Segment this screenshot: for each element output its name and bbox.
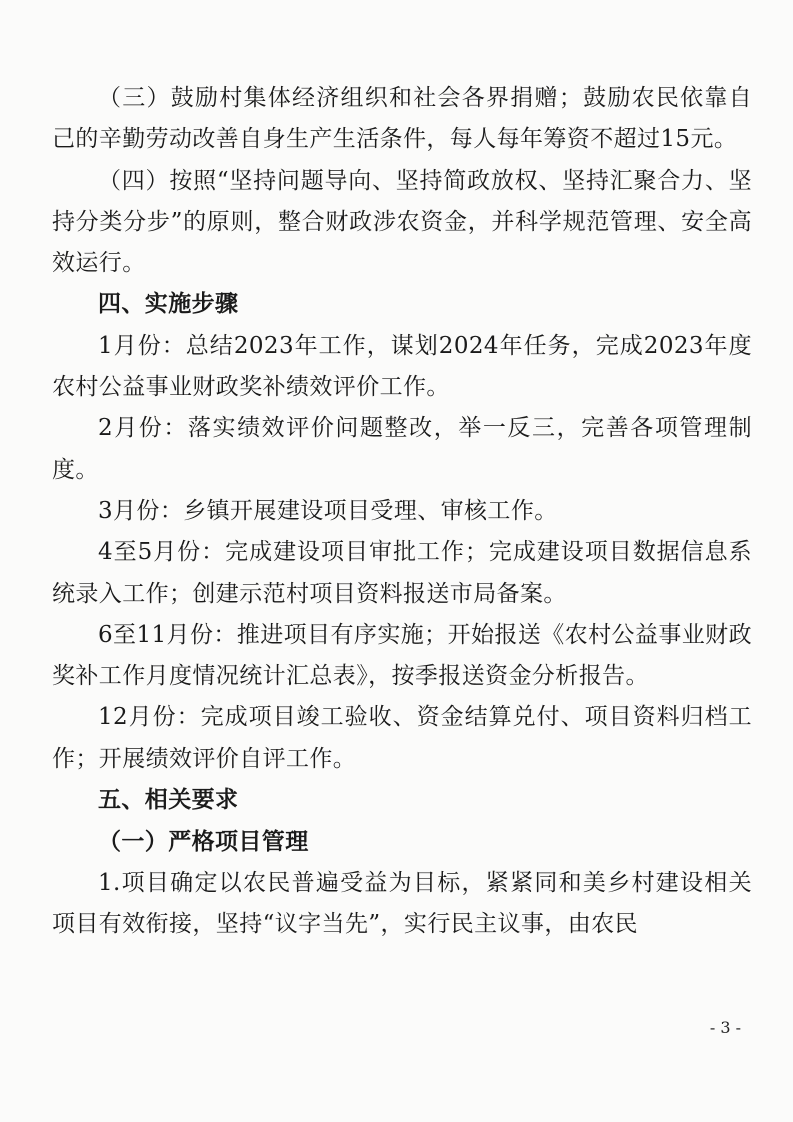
page-number: - 3 -	[709, 1018, 741, 1037]
para-february: 2月份：落实绩效评价问题整改，举一反三，完善各项管理制度。	[52, 415, 752, 483]
para-june-november: 6至11月份：推进项目有序实施；开始报送《农村公益事业财政奖补工作月度情况统计汇总表》，按季报送资金分析报告。	[52, 621, 752, 690]
para-april-may: 4至5月份：完成建设项目审批工作；完成建设项目数据信息系统录入工作；创建示范村项目资料报送市局备案。	[52, 539, 752, 607]
para-december: 12月份：完成项目竣工验收、资金结算兑付、项目资料归档工作；开展绩效评价自评工作。	[52, 704, 752, 772]
document-body	[52, 78, 752, 945]
para-donation: （三）鼓励村集体经济组织和社会各界捐赠；鼓励农民依靠自己的辛勤劳动改善自身生产生活条件，每人每年筹资不超过15元。	[52, 85, 752, 153]
para-january: 1月份：总结2023年工作，谋划2024年任务，完成2023年度农村公益事业财政奖补绩效评价工作。	[52, 332, 752, 401]
subheading-project-management: （一）严格项目管理	[98, 828, 309, 856]
heading-requirements: 五、相关要求	[98, 787, 239, 814]
para-principles: （四）按照“坚持问题导向、坚持简政放权、坚持汇聚合力、坚持分类分步”的原则，整合财政涉农资金，并科学规范管理、安全高效运行。	[52, 167, 752, 277]
para-march: 3月份：乡镇开展建设项目受理、审核工作。	[98, 497, 558, 524]
heading-implementation-steps: 四、实施步骤	[98, 291, 239, 318]
para-project-goal: 1.项目确定以农民普遍受益为目标，紧紧同和美乡村建设相关项目有效衔接，坚持“议字当先”，实行民主议事，由农民	[52, 869, 752, 937]
